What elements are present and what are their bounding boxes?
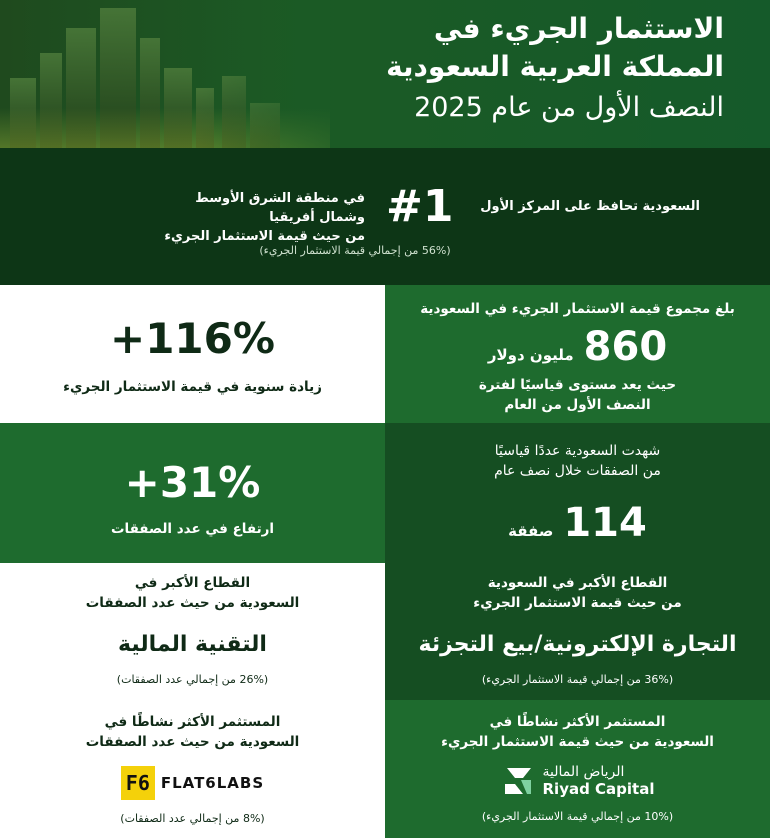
riyad-capital-mark-icon (501, 764, 535, 798)
header (0, 0, 770, 148)
deals-number: 114 (563, 500, 647, 546)
rank-section (0, 148, 770, 285)
top-sector-deals-card: القطاع الأكبر في السعودية من حيث عدد الصفقات التقنية المالية (26% من إجمالي عدد الصفقات) (0, 563, 385, 700)
top-sector-value-card: القطاع الأكبر في السعودية من حيث قيمة الاستثمار الجريء التجارة الإلكترونية/بيع التجزئة (36% من إجمالي قيمة الاستثمار الجريء) (385, 563, 770, 700)
top-investor-deals-note: (8% من إجمالي عدد الصفقات) (120, 812, 265, 825)
top-investor-deals-card: المستثمر الأكثر نشاطًا في السعودية من حيث عدد الصفقات F6 FLAT6LABS (8% من إجمالي عدد الصفقات) (0, 700, 385, 838)
top-investor-value-card: المستثمر الأكثر نشاطًا في السعودية من حيث قيمة الاستثمار الجريء الرياض المالية Riyad Capital (10% من إجمالي قيمة الاستثمار الجريء) (385, 700, 770, 838)
total-value-card: بلغ مجموع قيمة الاستثمار الجريء في السعودية 860 مليون دولار حيث يعد مستوى قياسيًا لفترة النصف الأول من العام (385, 285, 770, 423)
rank-note: (56% من إجمالي قيمة الاستثمار الجريء) (259, 244, 451, 257)
rank-number: #1 (386, 181, 454, 232)
page-subtitle: النصف الأول من عام 2025 (414, 92, 724, 123)
flat6labs-logo: F6 FLAT6LABS (0, 766, 385, 800)
annual-growth-value: +116% (110, 314, 275, 363)
deals-growth-label: ارتفاع في عدد الصفقات (110, 521, 275, 537)
riyad-capital-logo: الرياض المالية Riyad Capital (385, 764, 770, 798)
rank-left-text: في منطقة الشرق الأوسط وشمال أفريقيا من حيث قيمة الاستثمار الجريء (164, 191, 365, 244)
rank-right-text: السعودية تحافظ على المركز الأول (480, 199, 700, 214)
flat6labs-mark-icon: F6 (121, 766, 155, 800)
deals-growth-card (0, 423, 385, 563)
top-sector-deals-name: التقنية المالية (118, 632, 267, 657)
deals-growth-value: +31% (124, 458, 261, 507)
annual-growth-label: زيادة سنوية في قيمة الاستثمار الجريء (63, 379, 322, 395)
total-value-number: 860 (583, 324, 668, 370)
deals-unit: صفقة (508, 522, 554, 540)
top-sector-value-name: التجارة الإلكترونية/بيع التجزئة (418, 632, 737, 657)
top-sector-value-note: (36% من إجمالي قيمة الاستثمار الجريء) (481, 673, 674, 686)
total-value-unit: مليون دولار (487, 346, 574, 364)
top-investor-value-note: (10% من إجمالي قيمة الاستثمار الجريء) (481, 810, 674, 823)
annual-growth-card (0, 285, 385, 423)
page-title: الاستثمار الجريء في المملكة العربية السعودية (386, 12, 724, 83)
deals-card: شهدت السعودية عددًا قياسيًا من الصفقات خلال نصف عام 114 صفقة (385, 423, 770, 563)
top-sector-deals-note: (26% من إجمالي عدد الصفقات) (116, 673, 269, 686)
